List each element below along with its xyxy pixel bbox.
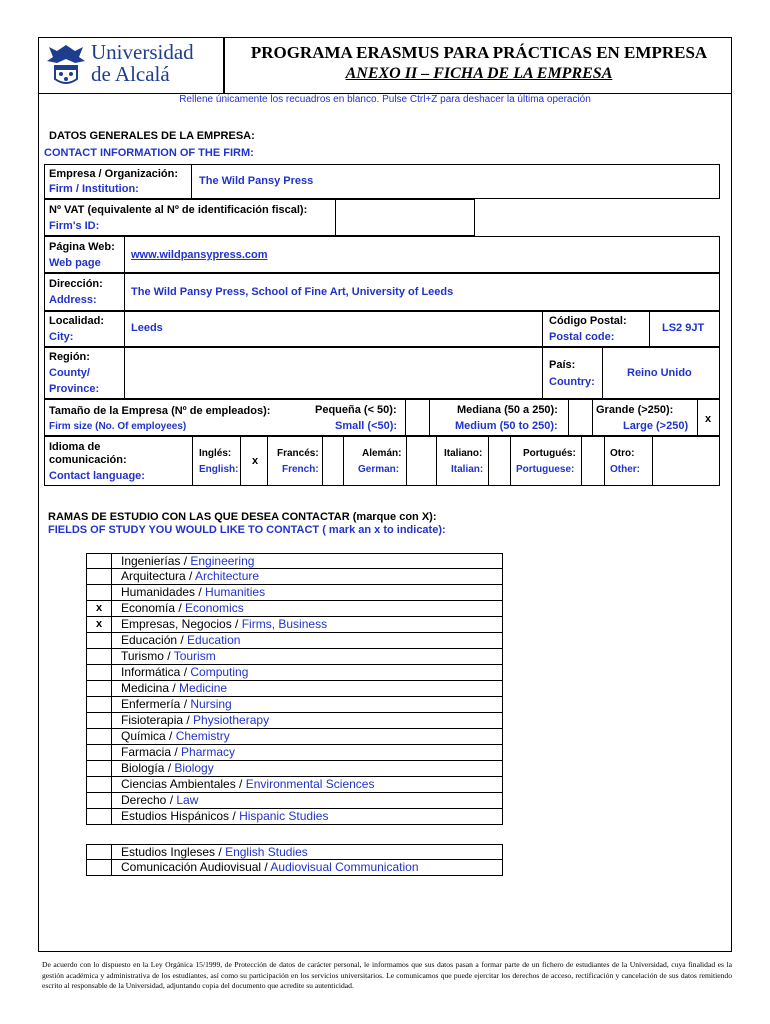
size-row bbox=[44, 399, 720, 436]
medium-label-es: Mediana (50 a 250): bbox=[457, 404, 558, 416]
field-of-study-en: Economics bbox=[185, 601, 244, 615]
postal-field[interactable] bbox=[649, 311, 720, 347]
lang-label-en: Contact language: bbox=[49, 470, 145, 482]
medium-checkbox[interactable] bbox=[568, 399, 569, 436]
city-label-en: City: bbox=[49, 331, 74, 343]
field-of-study-es: Empresas, Negocios / bbox=[121, 617, 242, 631]
web-label-cell bbox=[44, 236, 125, 273]
portuguese-label-en: Portuguese: bbox=[516, 464, 575, 475]
firm-label-cell bbox=[44, 164, 192, 199]
vat-label-en: Firm's ID: bbox=[49, 220, 100, 232]
field-of-study-en: Pharmacy bbox=[181, 745, 236, 759]
field-of-study-es: Medicina / bbox=[121, 681, 180, 695]
instructions-hint: Rellene únicamente los recuadros en blanco. Pulse Ctrl+Z para deshacer la última operación bbox=[179, 94, 591, 105]
field-of-study-checkbox[interactable] bbox=[87, 713, 112, 728]
field-of-study-checkbox[interactable] bbox=[87, 809, 112, 824]
divider bbox=[592, 399, 593, 436]
field-of-study-en: Education bbox=[187, 633, 241, 647]
city-label-cell bbox=[44, 311, 125, 347]
field-of-study-en: Firms, Business bbox=[241, 617, 328, 631]
field-of-study-es: Estudios Hispánicos / bbox=[121, 809, 240, 823]
field-of-study-en: Medicine bbox=[179, 681, 228, 695]
field-of-study-label bbox=[121, 777, 374, 792]
field-of-study-es: Turismo / bbox=[121, 649, 174, 663]
field-of-study-en: English Studies bbox=[225, 845, 308, 859]
french-label-en: French: bbox=[282, 464, 319, 475]
divider bbox=[192, 436, 193, 486]
field-of-study-checkbox[interactable] bbox=[87, 681, 112, 696]
region-label-es: Región: bbox=[49, 351, 90, 363]
field-of-study-row bbox=[86, 844, 503, 860]
postal-label-cell bbox=[542, 311, 650, 347]
field-of-study-en: Tourism bbox=[173, 649, 216, 663]
fields-of-study-list bbox=[86, 553, 503, 825]
field-of-study-label bbox=[121, 845, 308, 860]
field-of-study-row bbox=[86, 553, 503, 569]
form-title: PROGRAMA ERASMUS PARA PRÁCTICAS EN EMPRESA bbox=[250, 43, 708, 62]
field-of-study-row bbox=[86, 585, 503, 601]
field-of-study-label bbox=[121, 697, 232, 712]
field-of-study-row bbox=[86, 633, 503, 649]
field-of-study-es: Enfermería / bbox=[121, 697, 191, 711]
field-of-study-es: Fisioterapia / bbox=[121, 713, 194, 727]
large-checkbox-mark: x bbox=[705, 413, 712, 425]
medium-label-en: Medium (50 to 250): bbox=[455, 420, 558, 432]
field-of-study-row bbox=[86, 697, 503, 713]
italian-label-es: Italiano: bbox=[444, 448, 483, 459]
field-of-study-row bbox=[86, 729, 503, 745]
field-of-study-en: Audiovisual Communication bbox=[270, 860, 419, 874]
field-of-study-es: Biología / bbox=[121, 761, 175, 775]
city-value: Leeds bbox=[131, 322, 163, 334]
field-of-study-checkbox[interactable] bbox=[87, 860, 112, 875]
divider bbox=[267, 436, 268, 486]
large-label-en: Large (>250) bbox=[623, 420, 689, 432]
small-label-en: Small (<50): bbox=[335, 420, 398, 432]
country-label-es: País: bbox=[549, 359, 576, 371]
field-of-study-row bbox=[86, 617, 503, 633]
field-of-study-label bbox=[121, 649, 216, 664]
form-header bbox=[39, 38, 731, 94]
english-checkbox-mark: x bbox=[252, 455, 259, 467]
field-of-study-en: Biology bbox=[174, 761, 214, 775]
address-label-cell bbox=[44, 273, 125, 311]
field-of-study-checkbox[interactable] bbox=[87, 793, 112, 808]
size-label-en: Firm size (No. Of employees) bbox=[49, 421, 187, 432]
other-label-en: Other: bbox=[610, 464, 640, 475]
field-of-study-es: Derecho / bbox=[121, 793, 177, 807]
english-label-en: English: bbox=[199, 464, 239, 475]
field-of-study-label bbox=[121, 681, 227, 696]
address-label-en: Address: bbox=[49, 294, 97, 306]
field-of-study-checkbox[interactable] bbox=[87, 649, 112, 664]
field-of-study-label bbox=[121, 585, 265, 600]
postal-label-en: Postal code: bbox=[549, 331, 615, 343]
university-logo bbox=[43, 41, 221, 89]
region-label-en1: County/ bbox=[49, 367, 90, 379]
german-checkbox[interactable] bbox=[406, 436, 407, 486]
field-of-study-label bbox=[121, 713, 269, 728]
divider bbox=[604, 436, 605, 486]
field-of-study-en: Environmental Sciences bbox=[245, 777, 375, 791]
vat-field[interactable] bbox=[335, 199, 475, 236]
postal-value: LS2 9JT bbox=[662, 322, 705, 334]
field-of-study-label bbox=[121, 793, 198, 808]
privacy-notice: De acuerdo con lo dispuesto en la Ley Orgánica 15/1999, de Protección de datos de carácter personal, le informamos que sus datos pasan a formar parte de un fichero de estudiantes de la Universidad, cuya finalidad es la gestión académica y administrativa de los estudiantes, así como su participación en los servicios universitarios. Le comunicamos que puede ejercitar los derechos de acceso, rectificación y cancelación de sus datos remitiendo escrito al responsable de la Universidad, adjuntando copia del documento que acredite su autenticidad. bbox=[42, 960, 732, 990]
field-of-study-row bbox=[86, 761, 503, 777]
german-label-es: Alemán: bbox=[362, 448, 402, 459]
logo-text bbox=[91, 41, 194, 85]
postal-label-es: Código Postal: bbox=[549, 315, 627, 327]
size-label-es: Tamaño de la Empresa (Nº de empleados): bbox=[49, 405, 271, 417]
field-of-study-row bbox=[86, 860, 503, 876]
field-of-study-label bbox=[121, 860, 419, 875]
country-value: Reino Unido bbox=[627, 367, 692, 379]
portuguese-checkbox[interactable] bbox=[581, 436, 582, 486]
field-of-study-es: Estudios Ingleses / bbox=[121, 845, 226, 859]
field-of-study-en: Chemistry bbox=[175, 729, 230, 743]
web-field[interactable] bbox=[124, 236, 720, 273]
web-label-en: Web page bbox=[49, 257, 101, 269]
language-row bbox=[44, 436, 720, 486]
german-label-en: German: bbox=[358, 464, 400, 475]
french-label-es: Francés: bbox=[277, 448, 319, 459]
fields-of-study-list-extra bbox=[86, 844, 503, 876]
field-of-study-label bbox=[121, 665, 248, 680]
large-label-es: Grande (>250): bbox=[596, 404, 674, 416]
field-of-study-checkbox[interactable] bbox=[87, 697, 112, 712]
university-crest-icon bbox=[45, 43, 87, 87]
large-checkbox[interactable] bbox=[697, 399, 698, 436]
firm-field[interactable] bbox=[191, 164, 720, 199]
web-label-es: Página Web: bbox=[49, 241, 115, 253]
field-of-study-es: Ciencias Ambientales / bbox=[121, 777, 246, 791]
form-subtitle: ANEXO II – FICHA DE LA EMPRESA bbox=[345, 65, 613, 82]
field-of-study-en: Humanities bbox=[205, 585, 266, 599]
field-of-study-es: Educación / bbox=[121, 633, 188, 647]
field-of-study-row bbox=[86, 665, 503, 681]
field-of-study-es: Humanidades / bbox=[121, 585, 206, 599]
divider bbox=[436, 436, 437, 486]
country-field[interactable] bbox=[602, 347, 720, 399]
firm-value: The Wild Pansy Press bbox=[199, 175, 314, 187]
vat-label-cell bbox=[44, 199, 336, 236]
field-of-study-row bbox=[86, 809, 503, 825]
field-of-study-es: Informática / bbox=[121, 665, 191, 679]
field-of-study-es: Arquitectura / bbox=[121, 569, 196, 583]
field-of-study-checkbox[interactable] bbox=[87, 761, 112, 776]
divider bbox=[343, 436, 344, 486]
field-of-study-checkbox[interactable] bbox=[87, 665, 112, 680]
field-of-study-checkbox[interactable] bbox=[87, 745, 112, 760]
firm-label-es: Empresa / Organización: bbox=[49, 168, 178, 180]
divider bbox=[429, 399, 430, 436]
field-of-study-row bbox=[86, 777, 503, 793]
field-of-study-es: Economía / bbox=[121, 601, 186, 615]
address-label-es: Dirección: bbox=[49, 278, 103, 290]
field-of-study-row bbox=[86, 793, 503, 809]
field-of-study-en: Law bbox=[176, 793, 199, 807]
vat-label-es: Nº VAT (equivalente al Nº de identificación fiscal): bbox=[49, 204, 308, 216]
logo-line1: Universidad bbox=[91, 40, 194, 64]
field-of-study-label bbox=[121, 601, 244, 616]
web-value[interactable]: www.wildpansypress.com bbox=[131, 249, 268, 261]
general-title-es: DATOS GENERALES DE LA EMPRESA: bbox=[49, 130, 255, 142]
italian-checkbox[interactable] bbox=[488, 436, 489, 486]
field-of-study-es: Farmacia / bbox=[121, 745, 182, 759]
address-value: The Wild Pansy Press, School of Fine Art, University of Leeds bbox=[131, 286, 454, 298]
field-of-study-es: Comunicación Audiovisual / bbox=[121, 860, 271, 874]
region-label-en2: Province: bbox=[49, 383, 100, 395]
country-label-en: Country: bbox=[549, 376, 595, 388]
field-of-study-label bbox=[121, 809, 328, 824]
portuguese-label-es: Portugués: bbox=[523, 448, 576, 459]
field-of-study-label bbox=[121, 729, 230, 744]
field-of-study-en: Physiotherapy bbox=[193, 713, 270, 727]
field-of-study-checkbox[interactable] bbox=[87, 569, 112, 584]
english-checkbox[interactable] bbox=[240, 436, 241, 486]
field-of-study-row bbox=[86, 649, 503, 665]
field-of-study-label bbox=[121, 761, 214, 776]
country-label-cell bbox=[542, 347, 603, 399]
region-field[interactable] bbox=[124, 347, 543, 399]
field-of-study-es: Química / bbox=[121, 729, 176, 743]
field-of-study-row bbox=[86, 713, 503, 729]
field-of-study-es: Ingenierías / bbox=[121, 554, 191, 568]
field-of-study-label bbox=[121, 617, 327, 632]
field-of-study-checkbox[interactable]: x bbox=[87, 617, 112, 632]
field-of-study-checkbox[interactable] bbox=[87, 585, 112, 600]
field-of-study-row bbox=[86, 569, 503, 585]
city-field[interactable] bbox=[124, 311, 543, 347]
general-title-en: CONTACT INFORMATION OF THE FIRM: bbox=[44, 147, 254, 159]
other-field[interactable] bbox=[652, 436, 653, 486]
field-of-study-en: Architecture bbox=[195, 569, 260, 583]
small-checkbox[interactable] bbox=[405, 399, 406, 436]
field-of-study-row bbox=[86, 601, 503, 617]
field-of-study-label bbox=[121, 633, 240, 648]
italian-label-en: Italian: bbox=[451, 464, 484, 475]
field-of-study-label bbox=[121, 554, 254, 569]
firm-label-en: Firm / Institution: bbox=[49, 183, 139, 195]
divider bbox=[510, 436, 511, 486]
field-of-study-label bbox=[121, 745, 235, 760]
field-of-study-checkbox[interactable] bbox=[87, 729, 112, 744]
logo-line2: de Alcalá bbox=[91, 62, 170, 86]
field-of-study-en: Hispanic Studies bbox=[239, 809, 329, 823]
study-title-en: FIELDS OF STUDY YOU WOULD LIKE TO CONTACT ( mark an x to indicate): bbox=[48, 524, 446, 536]
field-of-study-checkbox[interactable]: x bbox=[87, 601, 112, 616]
field-of-study-row bbox=[86, 681, 503, 697]
lang-label-es2: comunicación: bbox=[49, 454, 127, 466]
region-label-cell bbox=[44, 347, 125, 399]
field-of-study-en: Computing bbox=[190, 665, 249, 679]
field-of-study-checkbox[interactable] bbox=[87, 633, 112, 648]
field-of-study-checkbox[interactable] bbox=[87, 777, 112, 792]
english-label-es: Inglés: bbox=[199, 448, 232, 459]
address-field[interactable] bbox=[124, 273, 720, 311]
field-of-study-checkbox[interactable] bbox=[87, 554, 112, 568]
small-label-es: Pequeña (< 50): bbox=[315, 404, 397, 416]
field-of-study-row bbox=[86, 745, 503, 761]
city-label-es: Localidad: bbox=[49, 315, 105, 327]
lang-label-es1: Idioma de bbox=[49, 441, 101, 453]
field-of-study-en: Engineering bbox=[190, 554, 255, 568]
study-title-es: RAMAS DE ESTUDIO CON LAS QUE DESEA CONTACTAR (marque con X): bbox=[48, 511, 437, 523]
field-of-study-checkbox[interactable] bbox=[87, 845, 112, 859]
field-of-study-en: Nursing bbox=[190, 697, 232, 711]
field-of-study-label bbox=[121, 569, 259, 584]
other-label-es: Otro: bbox=[610, 448, 635, 459]
french-checkbox[interactable] bbox=[322, 436, 323, 486]
